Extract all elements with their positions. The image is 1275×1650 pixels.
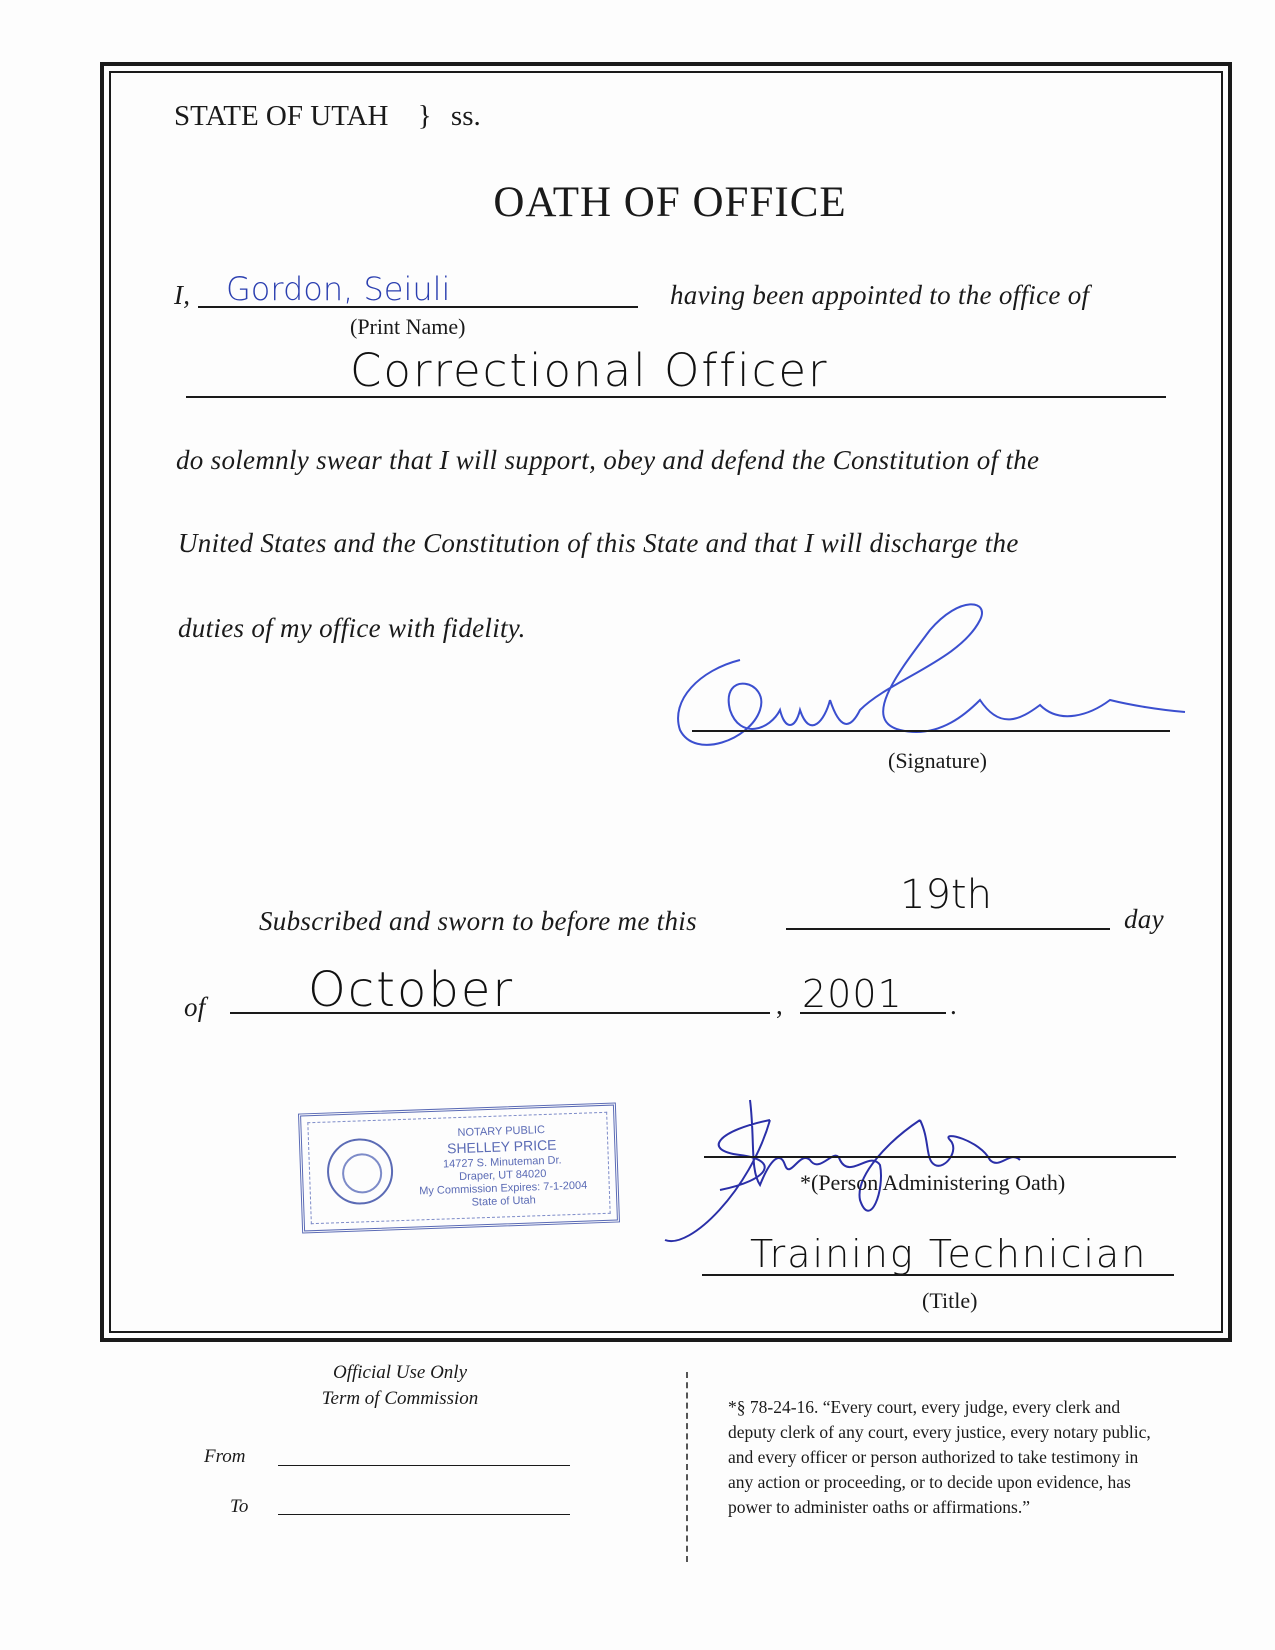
day-label: day xyxy=(1124,904,1164,934)
day-line xyxy=(786,928,1110,930)
month-value: October xyxy=(308,962,515,1018)
footer-divider xyxy=(686,1372,688,1562)
comma: , xyxy=(776,990,783,1020)
title-label: (Title) xyxy=(922,1288,978,1313)
period: . xyxy=(950,990,957,1020)
oath-line-1: do solemnly swear that I will support, obey and defend the Constitution of the xyxy=(176,445,1040,475)
state-label: STATE OF UTAH xyxy=(174,100,389,132)
to-line xyxy=(278,1514,570,1515)
signature-line xyxy=(692,730,1170,732)
oath-line-3: duties of my office with fidelity. xyxy=(178,613,526,643)
print-name-label: (Print Name) xyxy=(350,314,466,339)
brace-symbol: } xyxy=(417,100,432,132)
year-line xyxy=(800,1012,946,1014)
administrator-label: *(Person Administering Oath) xyxy=(800,1170,1066,1195)
footnote-line-1: *§ 78-24-16. “Every court, every judge, every clerk and xyxy=(728,1397,1121,1417)
oath-prefix: I, xyxy=(174,280,191,310)
office-value: Correctional Officer xyxy=(350,344,829,397)
year-value: 2001 xyxy=(802,972,903,1016)
footnote-line-2: deputy clerk of any court, every justice, every notary public, xyxy=(728,1422,1151,1442)
footnote-line-3: and every officer or person authorized to take testimony in xyxy=(728,1447,1139,1467)
stamp-line-2: SHELLEY PRICE xyxy=(446,1136,557,1157)
page-title: OATH OF OFFICE xyxy=(493,179,847,226)
stamp-line-5: My Commission Expires: 7-1-2004 xyxy=(419,1179,588,1198)
term-heading: Term of Commission xyxy=(321,1388,479,1409)
signature-label: (Signature) xyxy=(888,748,987,773)
appointed-text: having been appointed to the office of xyxy=(670,280,1090,310)
oath-line-2: United States and the Constitution of this State and that I will discharge the xyxy=(178,528,1019,558)
print-name-value: Gordon, Seiuli xyxy=(226,270,451,308)
title-value: Training Technician xyxy=(750,1232,1148,1276)
title-line xyxy=(702,1274,1174,1276)
statute-footnote xyxy=(728,1395,1151,1520)
state-header xyxy=(174,100,481,133)
administrator-line xyxy=(704,1156,1176,1158)
notary-stamp xyxy=(298,1102,620,1233)
sworn-text: Subscribed and sworn to before me this xyxy=(259,906,697,936)
footnote-line-5: power to administer oaths or affirmations.” xyxy=(728,1497,1030,1517)
from-line xyxy=(278,1465,570,1466)
footnote-line-4: any action or proceeding, or to decide upon evidence, has xyxy=(728,1472,1131,1492)
of-label: of xyxy=(184,992,206,1022)
to-label: To xyxy=(230,1496,249,1517)
day-value: 19th xyxy=(900,872,992,918)
ss-label: ss. xyxy=(450,100,481,132)
office-line xyxy=(186,396,1166,398)
stamp-line-6: State of Utah xyxy=(471,1194,536,1209)
from-label: From xyxy=(204,1446,246,1467)
stamp-line-1: NOTARY PUBLIC xyxy=(457,1123,546,1140)
month-line xyxy=(230,1012,770,1014)
oath-taker-signature xyxy=(660,600,1200,770)
official-use-heading: Official Use Only xyxy=(332,1362,468,1383)
stamp-line-4: Draper, UT 84020 xyxy=(458,1167,547,1183)
stamp-line-3: 14727 S. Minuteman Dr. xyxy=(442,1154,562,1171)
